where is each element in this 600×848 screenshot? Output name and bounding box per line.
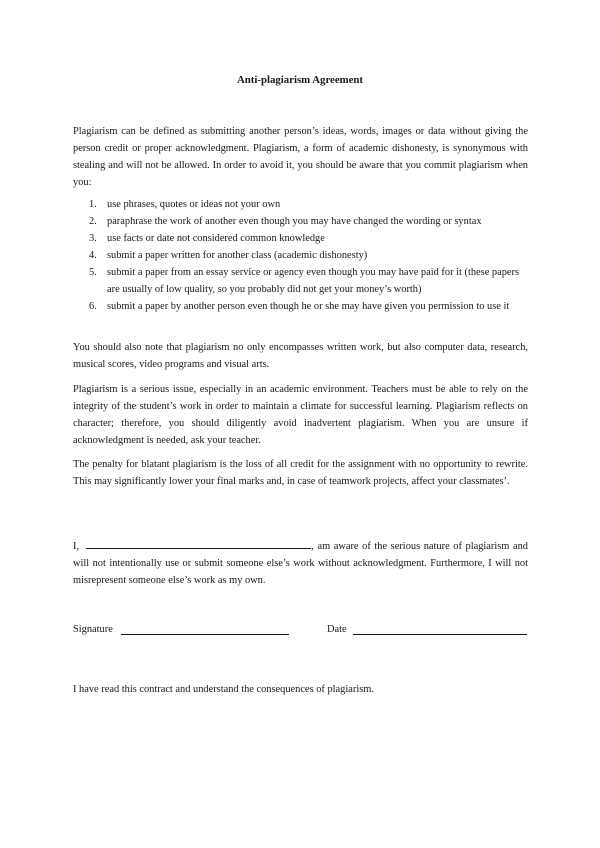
closing-statement: I have read this contract and understand the consequences of plagiarism. <box>73 684 374 696</box>
signature-label: Signature <box>73 624 113 635</box>
list-item <box>73 196 528 213</box>
list-item-text: submit a paper by another person even though he or she may have given you permission to use it <box>107 301 510 312</box>
list-item-number: 6. <box>89 301 97 312</box>
list-item <box>73 264 528 298</box>
signature-blank-field[interactable] <box>121 624 289 635</box>
list-item-number: 3. <box>89 233 97 244</box>
list-item-number: 1. <box>89 199 97 210</box>
pledge-prefix: I, <box>73 541 80 552</box>
list-item-text: submit a paper written for another class (academic dishonesty) <box>107 250 368 261</box>
list-item-text: use phrases, quotes or ideas not your own <box>107 199 281 210</box>
plagiarism-list <box>73 196 528 315</box>
list-item-text: paraphrase the work of another even though you may have changed the wording or syntax <box>107 216 482 227</box>
list-item-number: 2. <box>89 216 97 227</box>
pledge-text: , am aware of the serious nature of plagiarism and will not intentionally use or submit someone else’s work without acknowledgment. Furthermore, I will not misrepresent someone else’s work as my own. <box>73 541 528 586</box>
list-item <box>73 247 528 264</box>
list-item-text: submit a paper from an essay service or agency even though you may have paid for it (these papers are usually of low quality, so you probably did not get your money’s worth) <box>107 267 520 295</box>
list-item-text: use facts or date not considered common knowledge <box>107 233 325 244</box>
name-blank-field[interactable] <box>86 538 311 549</box>
seriousness-paragraph: Plagiarism is a serious issue, especially in an academic environment. Teachers must be able to rely on the integrity of the student’s work in order to maintain a climate for successful learning. Plagiarism reflects on character; therefore, you should diligently avoid inadvertent plagiarism. When you are unsure if acknowledgment is needed, ask your teacher. <box>73 384 528 446</box>
date-label: Date <box>327 624 347 635</box>
list-item <box>73 213 528 230</box>
signature-row <box>73 621 528 638</box>
pledge-paragraph <box>73 538 528 589</box>
list-item-number: 4. <box>89 250 97 261</box>
scope-paragraph: You should also note that plagiarism no only encompasses written work, but also computer data, research, musical scores, video programs and visual arts. <box>73 342 528 370</box>
intro-paragraph: Plagiarism can be defined as submitting another person’s ideas, words, images or data without giving the person credit or proper acknowledgment. Plagiarism, a form of academic dishonesty, is synonymous with stealing and will not be allowed. In order to avoid it, you should be aware that you commit plagiarism when you: <box>73 126 528 188</box>
penalty-paragraph: The penalty for blatant plagiarism is the loss of all credit for the assignment with no opportunity to rewrite. This may significantly lower your final marks and, in case of teamwork projects, affect your classmates’. <box>73 459 528 487</box>
list-item <box>73 298 528 315</box>
list-item <box>73 230 528 247</box>
date-blank-field[interactable] <box>353 624 527 635</box>
list-item-number: 5. <box>89 267 97 278</box>
document-title: Anti-plagiarism Agreement <box>236 74 364 86</box>
